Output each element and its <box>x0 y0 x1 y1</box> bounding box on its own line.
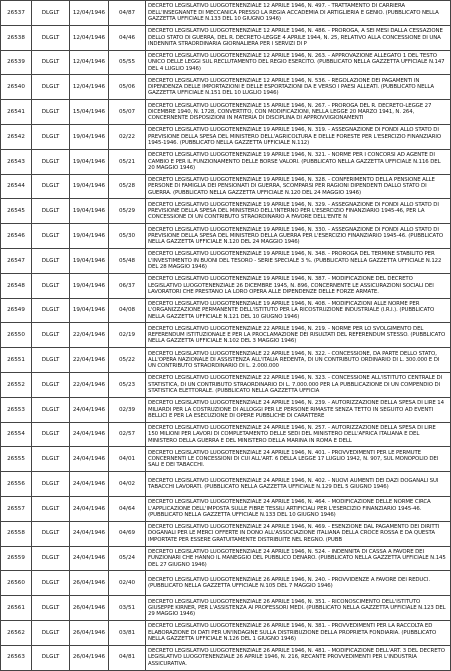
description-cell: DECRETO LEGISLATIVO LUOGOTENENZIALE 19 APRILE 1946, N. 387. - MODIFICAZIONE DEL DECRETO LEGISLATIVO LUOGOTENENZIALE 26 DICEMBRE 1945, N. 896, CONCERNENTE LE ASSICURAZIONI SOCIALI DEI LAVORATORI CHE PRESTANO LA LORO OPERA ALLE DIPENDENZE DELLE FORZE ARMATE. <box>146 273 451 298</box>
table-row <box>1 100 451 125</box>
table-row <box>1 472 451 497</box>
code-cell: 04/81 <box>109 645 146 670</box>
code-cell: 05/06 <box>109 75 146 100</box>
record-number-cell: 26545 <box>1 199 32 224</box>
date-cell: 15/04/1946 <box>70 100 109 125</box>
act-type-cell: DLGLT <box>32 571 70 596</box>
description-cell: DECRETO LEGISLATIVO LUOGOTENENZIALE 26 APRILE 1946, N. 351. - RICONOSCIMENTO DELL'ISTITUTO GIUSEPPE KIRNER, PER L'ASSISTENZA AI PROFESSORI MEDI. (PUBBLICATO NELLA GAZZETTA UFFICIALE N.123 DEL 29 MAGGIO 1946) <box>146 596 451 621</box>
record-number-cell: 26551 <box>1 348 32 373</box>
act-type-cell: DLGLT <box>32 149 70 174</box>
date-cell: 26/04/1946 <box>70 596 109 621</box>
date-cell: 24/04/1946 <box>70 447 109 472</box>
act-type-cell: DLGLT <box>32 472 70 497</box>
act-type-cell: DLGLT <box>32 174 70 199</box>
table-row <box>1 248 451 273</box>
table-row <box>1 645 451 670</box>
description-cell: DECRETO LEGISLATIVO LUOGOTENENZIALE 12 APRILE 1946, N. 536. - REGOLAZIONE DEI PAGAMENTI IN DIPENDENZA DELLE IMPORTAZIONI E DELLE ESPORTAZIONI DA E VERSO I PAESI ALLEATI. (PUBBLICATO NELLA GAZZETTA UFFICIALE N.151 DEL 10 LUGLIO 1946) <box>146 75 451 100</box>
description-cell: DECRETO LEGISLATIVO LUOGOTENENZIALE 24 APRILE 1946, N. 464. - MODIFICAZIONE DELLE NORME CIRCA L'APPLICAZIONE DELL'IMPOSTA SULLE FIBRE TESSILI ARTIFICIALI PER L'ESERCIZIO FINANZIARIO 1945-46. (PUBBLICATO NELLA GAZZETTA UFFICIALE N.133 DEL 10 GIUGNO 1946) <box>146 496 451 521</box>
code-cell: 05/28 <box>109 174 146 199</box>
act-type-cell: DLGLT <box>32 273 70 298</box>
act-type-cell: DLGLT <box>32 224 70 249</box>
code-cell: 05/07 <box>109 100 146 125</box>
date-cell: 19/04/1946 <box>70 199 109 224</box>
record-number-cell: 26543 <box>1 149 32 174</box>
code-cell: 06/37 <box>109 273 146 298</box>
description-cell: DECRETO LEGISLATIVO LUOGOTENENZIALE 19 APRILE 1946, N. 321. - NORME PER I CONCORSI AD AGENTE DI CAMBIO E PER IL FUNZIONAMENTO DELLE BORSE VALORI. (PUBBLICATO NELLA GAZZETTA UFFICIALE N.116 DEL 20 MAGGIO 1946) <box>146 149 451 174</box>
act-type-cell: DLGLT <box>32 447 70 472</box>
code-cell: 03/81 <box>109 620 146 645</box>
date-cell: 12/04/1946 <box>70 1 109 26</box>
table-row <box>1 298 451 323</box>
date-cell: 26/04/1946 <box>70 620 109 645</box>
date-cell: 24/04/1946 <box>70 546 109 571</box>
code-cell: 04/69 <box>109 521 146 546</box>
act-type-cell: DLGLT <box>32 620 70 645</box>
code-cell: 05/55 <box>109 50 146 75</box>
record-number-cell: 26563 <box>1 645 32 670</box>
act-type-cell: DLGLT <box>32 1 70 26</box>
description-cell: DECRETO LEGISLATIVO LUOGOTENENZIALE 19 APRILE 1946, N. 408. - MODIFICAZIONI ALLE NORME PER L'ORGANIZZAZIONE PERMANENTE DELL'ISTITUTO PER LA RICOSTRUZIONE INDUSTRIALE (I.R.I.). (PUBBLICATO NELLA GAZZETTA UFFICIALE N.121 DEL 10 GIUGNO 1946) <box>146 298 451 323</box>
date-cell: 12/04/1946 <box>70 25 109 50</box>
description-cell: DECRETO LEGISLATIVO LUOGOTENENZIALE 26 APRILE 1946, N. 481. - MODIFICAZIONE DELL'ART. 3 DEL DECRETO LEGISLATIVO LUOGOTENENZIALE 26 APRILE 1946, N. 216, RECANTE PROVVEDIMENTI PER L'INDUSTRIA ASSICURATIVA. <box>146 645 451 670</box>
description-cell: DECRETO LEGISLATIVO LUOGOTENENZIALE 15 APRILE 1946, N. 267. - PROROGA DEL R. DECRETO-LEGGE 27 DICEMBRE 1940, N. 1728, CONVERTITO, CON MODIFICAZIONI, NELLA LEGGE 20 MARZO 1941, N. 264, CONCERNENTE DISPOSIZIONI IN MATERIA DI DISCIPLINA DI APPROVVIGIONAMENTI <box>146 100 451 125</box>
description-cell: DECRETO LEGISLATIVO LUOGOTENENZIALE 22 APRILE 1946, N. 322. - CONCESSIONE, DA PARTE DELLO STATO, ALL'OPERA NAZIONALE DI ASSISTENZA ALL'ITALIA REDENTA, DI UN CONTRIBUTO ORDINARIO DI L. 300.000 E DI UN CONTRIBUTO STRAORDINARIO DI L. 2.000.000 <box>146 348 451 373</box>
code-cell: 05/22 <box>109 348 146 373</box>
table-row <box>1 174 451 199</box>
description-cell: DECRETO LEGISLATIVO LUOGOTENENZIALE 19 APRILE 1946, N. 330. - ASSEGNAZIONE DI FONDI ALLO STATO DI PREVISIONE DELLA SPESA DEL MINISTERO DELLA GUERRA PER L'ESERCIZIO FINANZIARIO 1945-46. (PUBBLICATO NELLA GAZZETTA UFFICIALE N.120 DEL 24 MAGGIO 1946) <box>146 224 451 249</box>
act-type-cell: DLGLT <box>32 372 70 397</box>
act-type-cell: DLGLT <box>32 75 70 100</box>
table-row <box>1 546 451 571</box>
act-type-cell: DLGLT <box>32 521 70 546</box>
code-cell: 04/08 <box>109 298 146 323</box>
record-number-cell: 26560 <box>1 571 32 596</box>
table-row <box>1 397 451 422</box>
table-row <box>1 620 451 645</box>
description-cell: DECRETO LEGISLATIVO LUOGOTENENZIALE 24 APRILE 1946, N. 401. - PROVVEDIMENTI PER LE PERMUTE CONCERNENTI LE CONCESSIONI DI CUI ALL'ART. 6 DELLA LEGGE 17 LUGLIO 1942, N. 907, SUL MONOPOLIO DEI SALI E DEI TABACCHI. <box>146 447 451 472</box>
date-cell: 26/04/1946 <box>70 571 109 596</box>
table-row <box>1 124 451 149</box>
act-type-cell: DLGLT <box>32 323 70 348</box>
table-row <box>1 75 451 100</box>
record-number-cell: 26554 <box>1 422 32 447</box>
record-number-cell: 26538 <box>1 25 32 50</box>
table-row <box>1 372 451 397</box>
description-cell: DECRETO LEGISLATIVO LUOGOTENENZIALE 19 APRILE 1946, N. 348. - PROROGA DEL TERMINE STABILITO PER L'INVESTIMENTO IN BUONI DEL TESORO - SERIE SPECIALE 3 %. (PUBBLICATO NELLA GAZZETTA UFFICIALE N.122 DEL 28 MAGGIO 1946) <box>146 248 451 273</box>
code-cell: 05/23 <box>109 372 146 397</box>
code-cell: 04/02 <box>109 472 146 497</box>
record-number-cell: 26562 <box>1 620 32 645</box>
date-cell: 26/04/1946 <box>70 645 109 670</box>
act-type-cell: DLGLT <box>32 496 70 521</box>
description-cell: DECRETO LEGISLATIVO LUOGOTENENZIALE 24 APRILE 1946, N. 402. - NUOVI AUMENTI DEI DAZI DOGANALI SUI TABACCHI LAVORATI. (PUBBLICATO NELLA GAZZETTA UFFICIALE N.129 DEL 5 GIUGNO 1946) <box>146 472 451 497</box>
code-cell: 05/30 <box>109 224 146 249</box>
code-cell: 05/29 <box>109 199 146 224</box>
date-cell: 19/04/1946 <box>70 124 109 149</box>
code-cell: 04/64 <box>109 496 146 521</box>
date-cell: 19/04/1946 <box>70 298 109 323</box>
act-type-cell: DLGLT <box>32 124 70 149</box>
table-row <box>1 25 451 50</box>
record-number-cell: 26550 <box>1 323 32 348</box>
date-cell: 19/04/1946 <box>70 224 109 249</box>
code-cell: 02/39 <box>109 397 146 422</box>
date-cell: 24/04/1946 <box>70 521 109 546</box>
record-number-cell: 26549 <box>1 298 32 323</box>
act-type-cell: DLGLT <box>32 298 70 323</box>
record-number-cell: 26556 <box>1 472 32 497</box>
description-cell: DECRETO LEGISLATIVO LUOGOTENENZIALE 19 APRILE 1946, N. 328. - CONFERIMENTO DELLA PENSIONE ALLE PERSONE DI FAMIGLIA DEI PENSIONATI DI GUERRA, SCOMPARSI PER RAGIONI DIPENDENTI DALLO STATO DI GUERRA. (PUBBLICATO NELLA GAZZETTA UFFICIALE N.120 DEL 24 MAGGIO 1946) <box>146 174 451 199</box>
record-number-cell: 26559 <box>1 546 32 571</box>
act-type-cell: DLGLT <box>32 546 70 571</box>
date-cell: 22/04/1946 <box>70 372 109 397</box>
description-cell: DECRETO LEGISLATIVO LUOGOTENENZIALE 19 APRILE 1946, N. 329. - ASSEGNAZIONE DI FONDI ALLO STATO DI PREVISIONE DELLA SPESA DEL MINISTERO DELL'INTERNO PER L'ESERCIZIO FINANZIARIO 1945-46, PER LA CONCESSIONE DI UN CONTRIBUTO STRAORDINARIO A FAVORE DELL'ENTE N <box>146 199 451 224</box>
date-cell: 12/04/1946 <box>70 50 109 75</box>
date-cell: 24/04/1946 <box>70 472 109 497</box>
record-number-cell: 26552 <box>1 372 32 397</box>
table-row <box>1 199 451 224</box>
record-number-cell: 26557 <box>1 496 32 521</box>
table-row <box>1 323 451 348</box>
table-row <box>1 273 451 298</box>
record-number-cell: 26544 <box>1 174 32 199</box>
description-cell: DECRETO LEGISLATIVO LUOGOTENENZIALE 24 APRILE 1946, N. 239. - AUTORIZZAZIONE DELLA SPESA DI LIRE 14 MILIARDI PER LA COSTRUZIONE DI ALLOGGI PER LE PERSONE RIMASTE SENZA TETTO IN SEGUITO AD EVENTI BELLICI E PER LA ESECUZIONE DI OPERE PUBBLICHE DI CARATTERE <box>146 397 451 422</box>
description-cell: DECRETO LEGISLATIVO LUOGOTENENZIALE 12 APRILE 1946, N. 497. - TRATTAMENTO DI CARRIERA DELL'INSEGNANTE DI MECCANICA PRESSO LA REGIA ACCADEMIA DI ARTIGLIERIA E GENIO. (PUBBLICATO NELLA GAZZETTA UFFICIALE N.133 DEL 10 GIUGNO 1946) <box>146 1 451 26</box>
date-cell: 22/04/1946 <box>70 323 109 348</box>
act-type-cell: DLGLT <box>32 100 70 125</box>
code-cell: 02/57 <box>109 422 146 447</box>
description-cell: DECRETO LEGISLATIVO LUOGOTENENZIALE 26 APRILE 1946, N. 240. - PROVVIDENZE A FAVORE DEI REDUCI. (PUBBLICATO NELLA GAZZETTA UFFICIALE N.105 DEL 7 MAGGIO 1946) <box>146 571 451 596</box>
description-cell: DECRETO LEGISLATIVO LUOGOTENENZIALE 24 APRILE 1946, N. 524. - INDENNITA DI CASSA A FAVORE DEI FUNZIONARI CHE HANNO IL MANEGGIO DEL PUBBLICO DENARO. (PUBBLICATO NELLA GAZZETTA UFFICIALE N.145 DEL 27 GIUGNO 1946) <box>146 546 451 571</box>
table-row <box>1 447 451 472</box>
description-cell: DECRETO LEGISLATIVO LUOGOTENENZIALE 12 APRILE 1946, N. 263. - APPROVAZIONE ALLEGATO 1 DEL TESTO UNICO DELLE LEGGI SUL RECLUTAMENTO DEL REGIO ESERCITO. (PUBBLICATO NELLA GAZZETTA UFFICIALE N.147 DEL 4 LUGLIO 1946) <box>146 50 451 75</box>
description-cell: DECRETO LEGISLATIVO LUOGOTENENZIALE 22 APRILE 1946, N. 323. - CONCESSIONE ALL'ISTITUTO CENTRALE DI STATISTICA, DI UN CONTRIBUTO STRAORDINARIO DI L. 7.000.000 PER LA PUBBLICAZIONE DI UN COMPENDIO DI STATISTICA ELETTORALE. (PUBBLICATO NELLA GAZZETTA UFFICIA <box>146 372 451 397</box>
act-type-cell: DLGLT <box>32 25 70 50</box>
act-type-cell: DLGLT <box>32 422 70 447</box>
date-cell: 19/04/1946 <box>70 273 109 298</box>
record-number-cell: 26547 <box>1 248 32 273</box>
code-cell: 02/40 <box>109 571 146 596</box>
table-row <box>1 571 451 596</box>
description-cell: DECRETO LEGISLATIVO LUOGOTENENZIALE 19 APRILE 1946, N. 319. - ASSEGNAZIONE DI FONDI ALLO STATO DI PREVISIONE DELLA SPESA DEL MINISTERO DELL'AGRICOLTURA E DELLE FORESTE PER L'ESERCIZIO FINANZIARIO 1945-1946. (PUBBLICATO NELLA GAZZETTA UFFICIALE N.112) <box>146 124 451 149</box>
record-number-cell: 26555 <box>1 447 32 472</box>
record-number-cell: 26553 <box>1 397 32 422</box>
record-number-cell: 26540 <box>1 75 32 100</box>
record-number-cell: 26548 <box>1 273 32 298</box>
date-cell: 22/04/1946 <box>70 348 109 373</box>
act-type-cell: DLGLT <box>32 348 70 373</box>
code-cell: 04/01 <box>109 447 146 472</box>
act-type-cell: DLGLT <box>32 596 70 621</box>
record-number-cell: 26558 <box>1 521 32 546</box>
record-number-cell: 26537 <box>1 1 32 26</box>
description-cell: DECRETO LEGISLATIVO LUOGOTENENZIALE 24 APRILE 1946, N. 257. - AUTORIZZAZIONE DELLA SPESA DI LIRE 150 MILIONI PER LAVORI DI COMPLETAMENTO DELLE SEDI DEL MINISTERO DELL'AFRICA ITALIANA E DEL MINISTERO DELLA GUERRA E DEL MINISTERO DELLA MARINA IN ROMA E DELL <box>146 422 451 447</box>
table-row <box>1 596 451 621</box>
date-cell: 12/04/1946 <box>70 75 109 100</box>
act-type-cell: DLGLT <box>32 248 70 273</box>
code-cell: 02/19 <box>109 323 146 348</box>
record-number-cell: 26541 <box>1 100 32 125</box>
act-type-cell: DLGLT <box>32 397 70 422</box>
date-cell: 19/04/1946 <box>70 248 109 273</box>
table-row <box>1 224 451 249</box>
record-number-cell: 26561 <box>1 596 32 621</box>
act-type-cell: DLGLT <box>32 50 70 75</box>
code-cell: 02/22 <box>109 124 146 149</box>
description-cell: DECRETO LEGISLATIVO LUOGOTENENZIALE 24 APRILE 1946, N. 469. - ESENZIONE DAL PAGAMENTO DEI DIRITTI DOGANALI PER LE MERCI OFFERTE IN DONO ALL'ASSOCIAZIONE ITALIANA DELLA CROCE ROSSA E DA QUESTA IMPORTATE PER ESSERE GRATUITAMENTE DISTRIBUITE NEL REGNO. (PUBB <box>146 521 451 546</box>
table-row <box>1 348 451 373</box>
table-row <box>1 496 451 521</box>
date-cell: 24/04/1946 <box>70 397 109 422</box>
date-cell: 19/04/1946 <box>70 149 109 174</box>
date-cell: 24/04/1946 <box>70 496 109 521</box>
table-row <box>1 149 451 174</box>
code-cell: 05/24 <box>109 546 146 571</box>
date-cell: 19/04/1946 <box>70 174 109 199</box>
description-cell: DECRETO LEGISLATIVO LUOGOTENENZIALE 12 APRILE 1946, N. 486. - PROROGA, A SEI MESI DALLA CESSAZIONE DELLO STATO DI GUERRA, DEL R. DECRETO-LEGGE 4 APRILE 1944, N. 25, RELATIVO ALLA CONCESSIONE DI UNA INDENNITA STRAORDINARIA GIORNALIERA PER I SERVIZI DI P <box>146 25 451 50</box>
code-cell: 04/46 <box>109 25 146 50</box>
description-cell: DECRETO LEGISLATIVO LUOGOTENENZIALE 26 APRILE 1946, N. 381. - PROVVEDIMENTI PER LA RACCOLTA ED ELABORAZIONE DI DATI PER UN'INDAGINE SULLA DISTRIBUZIONE DELLA PROPRIETA FONDIARIA. (PUBBLICATO NELLA GAZZETTA UFFICIALE N.126 DEL 1 GIUGNO 1946) <box>146 620 451 645</box>
table-row <box>1 1 451 26</box>
table-row <box>1 521 451 546</box>
record-number-cell: 26542 <box>1 124 32 149</box>
date-cell: 24/04/1946 <box>70 422 109 447</box>
act-type-cell: DLGLT <box>32 199 70 224</box>
code-cell: 05/21 <box>109 149 146 174</box>
code-cell: 05/48 <box>109 248 146 273</box>
act-type-cell: DLGLT <box>32 645 70 670</box>
code-cell: 04/87 <box>109 1 146 26</box>
record-number-cell: 26546 <box>1 224 32 249</box>
record-number-cell: 26539 <box>1 50 32 75</box>
table-row <box>1 50 451 75</box>
code-cell: 03/51 <box>109 596 146 621</box>
description-cell: DECRETO LEGISLATIVO LUOGOTENENZIALE 22 APRILE 1946, N. 219. - NORME PER LO SVOLGIMENTO DEL REFERENDUM ISTITUZIONALE E PER LA PROCLAMAZIONE DEI RISULTATI DEL REFERENDUM STESSO. (PUBBLICATO NELLA GAZZETTA UFFICIALE N.102 DEL 3 MAGGIO 1946) <box>146 323 451 348</box>
table-row <box>1 422 451 447</box>
table-body <box>1 1 451 671</box>
